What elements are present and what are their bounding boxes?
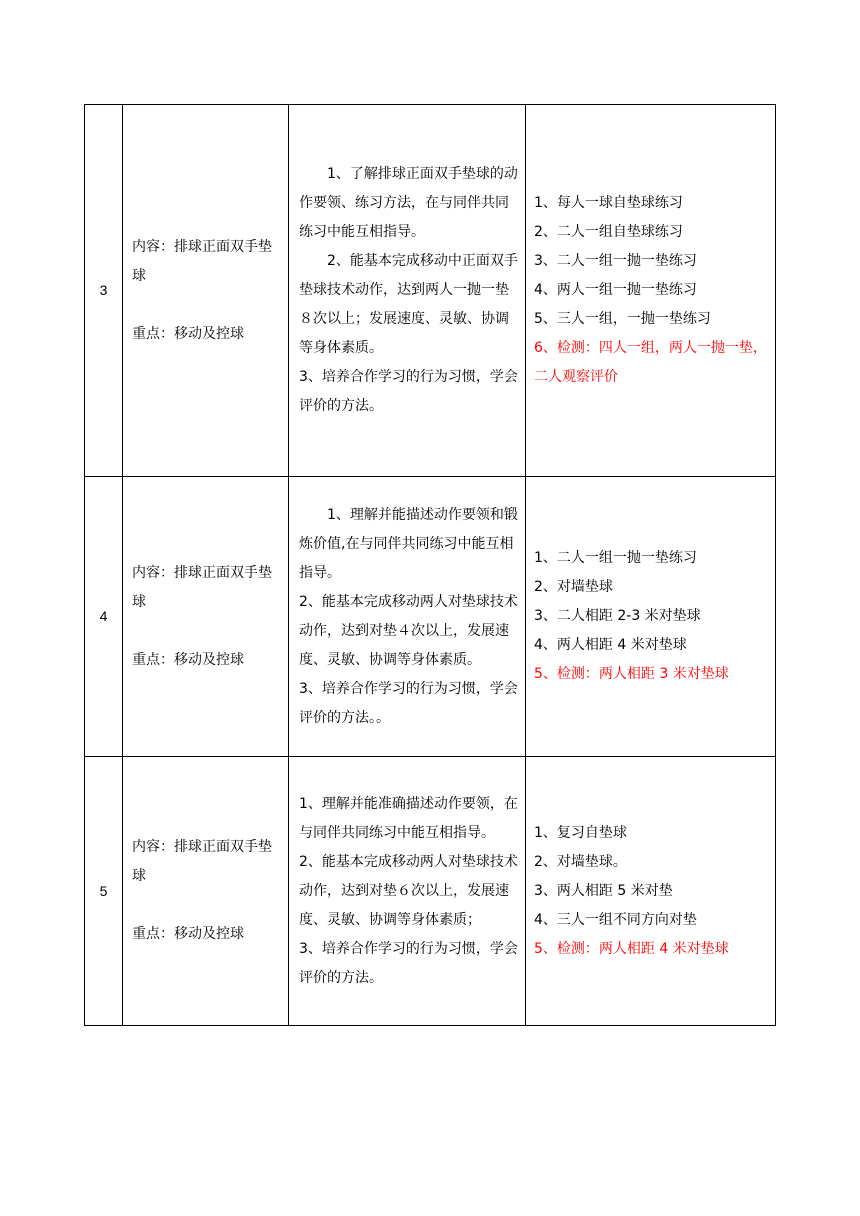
activity-test-item: 5、检测：两人相距 3 米对垫球 (534, 666, 729, 682)
goal-item: 3、培养合作学习的行为习惯，学会评价的方法。。 (299, 680, 518, 726)
activity-item: 2、二人一组自垫球练习 (534, 224, 683, 240)
lesson-number: 5 (85, 757, 123, 1026)
table-row (85, 105, 776, 477)
goal-item: 1、理解并能准确描述动作要领，在与同伴共同练习中能互相指导。 (299, 795, 518, 841)
goal-item: 1、理解并能描述动作要领和锻炼价值,在与同伴共同练习中能互相指导。 (299, 506, 518, 581)
content-text: 内容：排球正面双手垫球 (132, 564, 272, 610)
lesson-plan-table (84, 104, 776, 1026)
content-cell (123, 105, 289, 477)
activity-item: 4、三人一组不同方向对垫 (534, 911, 697, 928)
goals-cell (289, 105, 526, 477)
content-cell (123, 757, 289, 1026)
goal-item: 3、培养合作学习的行为习惯，学会评价的方法。 (299, 369, 518, 414)
activity-item: 4、两人相距 4 米对垫球 (534, 637, 687, 653)
table-row (85, 477, 776, 757)
goals-cell (289, 757, 526, 1026)
activities-cell (526, 105, 776, 477)
activity-item: 2、对墙垫球 (534, 579, 613, 595)
lesson-number: 3 (85, 105, 123, 477)
activity-item: 4、两人一组一抛一垫练习 (534, 282, 697, 298)
goals-cell (289, 477, 526, 757)
activity-item: 1、二人一组一抛一垫练习 (534, 550, 697, 566)
content-text: 内容：排球正面双手垫球 (132, 238, 272, 284)
activity-item: 3、二人一组一抛一垫练习 (534, 253, 697, 269)
activity-test-item: 5、检测：两人相距 4 米对垫球 (534, 940, 729, 957)
content-text: 内容：排球正面双手垫球 (132, 839, 272, 884)
activity-test-item: 6、检测：四人一组，两人一抛一垫，二人观察评价 (534, 340, 767, 385)
activity-item: 3、二人相距 2-3 米对垫球 (534, 608, 701, 624)
goal-item: 2、能基本完成移动中正面双手垫球技术动作，达到两人一抛一垫８次以上；发展速度、灵敏、协调等身体素质。 (299, 253, 518, 356)
goal-item: 2、能基本完成移动两人对垫球技术动作，达到对垫６次以上，发展速度、灵敏、协调等身体素质； (299, 853, 518, 928)
activities-cell (526, 477, 776, 757)
activities-cell (526, 757, 776, 1026)
focus-text: 重点：移动及控球 (132, 926, 244, 942)
focus-text: 重点：移动及控球 (132, 325, 244, 342)
focus-text: 重点：移动及控球 (132, 651, 244, 668)
lesson-number: 4 (85, 477, 123, 757)
activity-item: 1、复习自垫球 (534, 824, 627, 841)
goal-item: 2、能基本完成移动两人对垫球技术动作，达到对垫４次以上，发展速度、灵敏、协调等身体素质。 (299, 593, 518, 668)
goal-item: 3、培养合作学习的行为习惯，学会评价的方法。 (299, 940, 518, 986)
activity-item: 1、每人一球自垫球练习 (534, 195, 683, 211)
content-cell (123, 477, 289, 757)
table-row (85, 757, 776, 1026)
goal-item: 1、了解排球正面双手垫球的动作要领、练习方法，在与同伴共同练习中能互相指导。 (299, 166, 518, 240)
activity-item: 2、对墙垫球。 (534, 853, 627, 870)
activity-item: 3、两人相距 5 米对垫 (534, 882, 673, 899)
activity-item: 5、三人一组，一抛一垫练习 (534, 311, 711, 327)
